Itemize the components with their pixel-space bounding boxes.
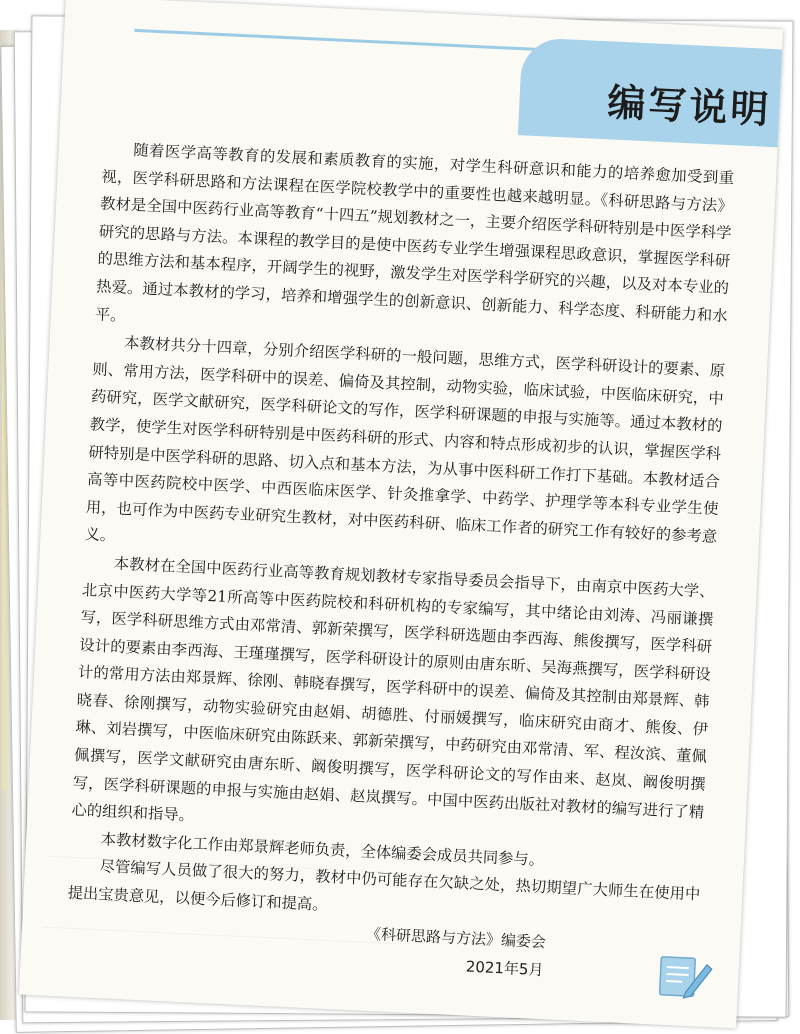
paragraph-contents: 本教材共分十四章，分别介绍医学科研的一般问题，思维方式，医学科研设计的要素、原则、常用方法，医学科研中的误差、偏倚及其控制，动物实验，临床试验，中医临床研究，中药研究，医学文献研究，医学科研论文的写作，医学科研课题的申报与实施等。通过本教材的教学，使学生对医学科研特别是中医药科研的形式、内容和特点形成初步的认识，掌握医学科研特别是中医学科研的思路、切入点和基本方法，为从事中医科研工作打下基础。本教材适合高等中医药院校中医学、中西医临床医学、针灸推拿学、中药学、护理学等本科专业学生使用，也可作为中医药专业研究生教材，对中医药科研、临床工作者的研究工作有较好的参考意义。 bbox=[84, 333, 726, 546]
signoff-committee: 《科研思路与方法》编委会 bbox=[365, 924, 547, 952]
document-page bbox=[19, 0, 783, 1028]
paragraph-intro: 随着医学高等教育的发展和素质教育的实施，对学生科研意识和能力的培养愈加受到重视，医学科研思路和方法课程在医学院校教学中的重要性也越来越明显。《科研思路与方法》教材是全国中医药行业高等教育“十四五”规划教材之一，主要介绍医学科研特别是中医学科学研究的思路与方法。本课程的教学目的是使中医药专业学生增强课程思政意识，掌握医学科研的思维方法和基本程序，开阔学生的视野，激发学生对医学科学研究的兴趣，以及对本专业的热爱。通过本教材的学习，培养和增强学生的创新意识、创新能力、科学态度、科研能力和水平。 bbox=[94, 141, 735, 326]
paragraph-feedback: 尽管编写人员做了很大的努力，教材中仍可能存在欠缺之处，热切期望广大师生在使用中提出宝贵意见，以便今后修订和提高。 bbox=[67, 857, 701, 914]
paragraph-digital: 本教材数字化工作由郑景辉老师负责，全体编委会成员共同参与。 bbox=[100, 830, 545, 869]
pencil-icon bbox=[655, 953, 715, 1002]
body-text bbox=[67, 136, 735, 938]
signoff-date: 2021年5月 bbox=[465, 957, 544, 980]
paragraph-authors: 本教材在全国中医药行业高等教育规划教材专家指导委员会指导下，由南京中医药大学、北京中医药大学等21所高等中医药院校和科研机构的专家编写，其中绪论由刘涛、冯丽谦撰写，医学科研思维方式由邓常清、郭新荣撰写，医学科研选题由李西海、熊俊撰写，医学科研设计的要素由李西海、王瑾瑾撰写，医学科研设计的原则由唐东昕、吴海燕撰写，医学科研设计的常用方法由郑景辉、徐刚、韩晓春撰写，医学科研中的误差、偏倚及其控制由郑景辉、韩晓春、徐刚撰写，动物实验研究由赵娟、胡德胜、付丽媛撰写，临床研究由商才、熊俊、伊琳、刘岩撰写，中医临床研究由陈跃来、郭新荣撰写，中药研究由邓常清、军、程汝滨、董佩佩撰写，医学文献研究由唐东昕、阚俊明撰写，医学科研论文的写作由来、赵岚、阚俊明撰写，医学科研课题的申报与实施由赵娟、赵岚撰写。中国中医药出版社对教材的编写进行了精心的组织和指导。 bbox=[71, 554, 716, 825]
page-title: 编写说明 bbox=[606, 80, 773, 132]
